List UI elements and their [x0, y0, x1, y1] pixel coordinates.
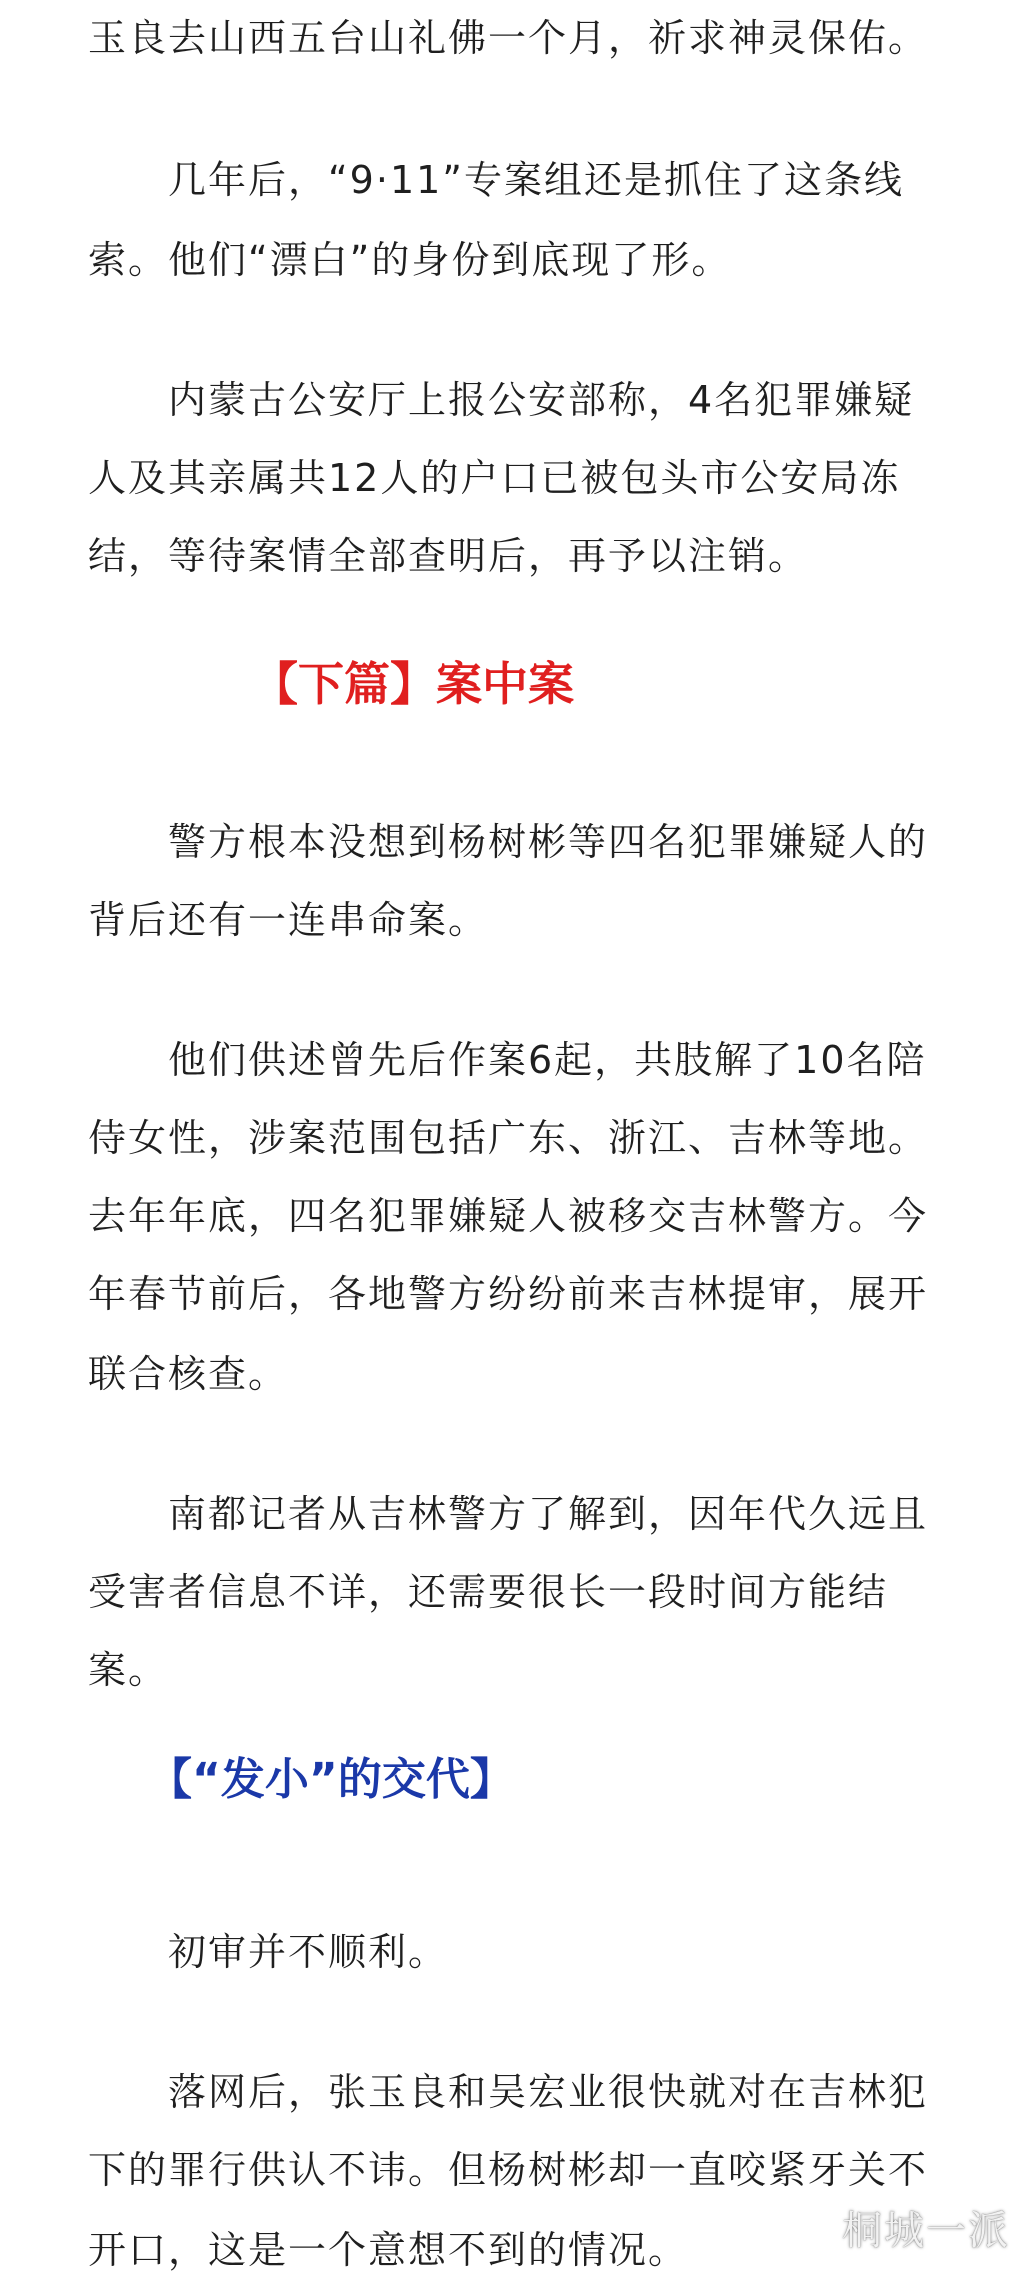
paragraph-line: 案。 [88, 1648, 169, 1692]
paragraph-line: 结，等待案情全部查明后，再予以注销。 [88, 534, 809, 578]
paragraph-line: 人及其亲属共12人的户口已被包头市公安局冻 [88, 456, 901, 500]
paragraph-line: 年春节前后，各地警方纷纷前来吉林提审，展开 [88, 1272, 929, 1316]
paragraph-line: 开口，这是一个意想不到的情况。 [88, 2228, 689, 2272]
section-heading-confession: 【“发小”的交代】 [148, 1754, 514, 1805]
paragraph-line: 下的罪行供认不讳。但杨树彬却一直咬紧牙关不 [88, 2148, 929, 2192]
paragraph-line: 背后还有一连串命案。 [88, 898, 489, 942]
paragraph-line: 内蒙古公安厅上报公安部称，4名犯罪嫌疑 [168, 378, 915, 422]
paragraph-line: 侍女性，涉案范围包括广东、浙江、吉林等地。 [88, 1116, 929, 1160]
paragraph-line: 初审并不顺利。 [168, 1930, 449, 1974]
paragraph-line: 落网后，张玉良和吴宏业很快就对在吉林犯 [168, 2070, 929, 2114]
paragraph-line: 受害者信息不详，还需要很长一段时间方能结 [88, 1570, 889, 1614]
section-heading-lower: 【下篇】案中案 [252, 657, 574, 711]
paragraph-line: 南都记者从吉林警方了解到，因年代久远且 [168, 1492, 929, 1536]
paragraph-line: 他们供述曾先后作案6起，共肢解了10名陪 [168, 1038, 927, 1082]
paragraph-line: 去年年底，四名犯罪嫌疑人被移交吉林警方。今 [88, 1194, 929, 1238]
paragraph-line: 玉良去山西五台山礼佛一个月，祈求神灵保佑。 [88, 16, 929, 60]
paragraph-line: 几年后，“9·11”专案组还是抓住了这条线 [168, 158, 904, 202]
paragraph-line: 警方根本没想到杨树彬等四名犯罪嫌疑人的 [168, 820, 929, 864]
paragraph-line: 联合核查。 [88, 1352, 289, 1396]
watermark: 桐城一派 [842, 2208, 1010, 2254]
paragraph-line: 索。他们“漂白”的身份到底现了形。 [88, 238, 732, 282]
